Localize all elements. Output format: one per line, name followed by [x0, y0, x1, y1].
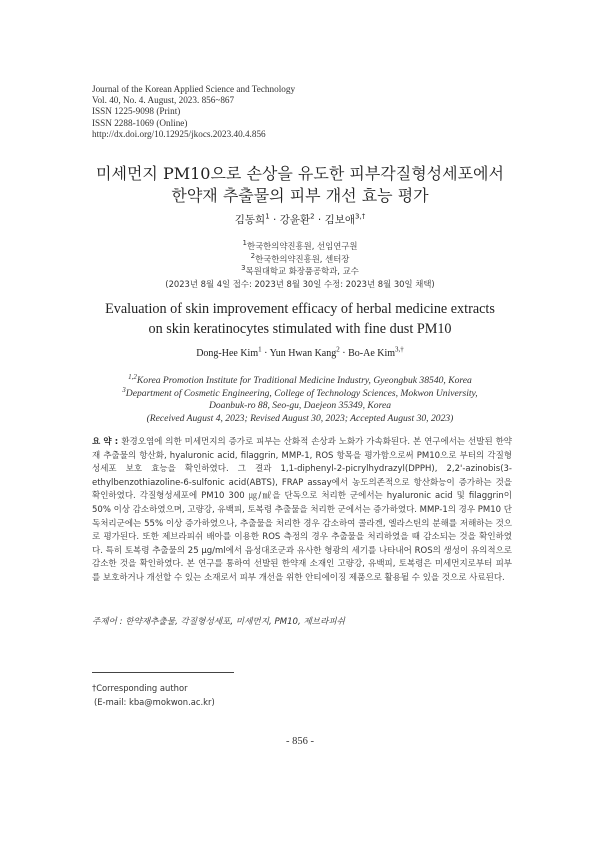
footnote-divider	[92, 672, 234, 673]
affiliation-line: $^{1,2}$Korea Promotion Institute for Traditional Medicine Industry, Gyeongbuk 38540, Korea	[128, 372, 472, 386]
english-dates: (Received August 4, 2023; Revised August 30, 2023; Accepted August 30, 2023)	[146, 412, 454, 424]
author-name: 김보애	[324, 214, 356, 226]
abstract-label: 요 약 :	[92, 437, 122, 447]
author-affiliation-mark: 3,†	[355, 212, 366, 221]
affiliation-line: $^1$한국한의약진흥원, 선임연구원	[242, 239, 358, 251]
english-title-line-2: on skin keratinocytes stimulated with fine dust PM10	[148, 321, 452, 337]
author-affiliation-mark: 2	[310, 212, 315, 221]
corresponding-email[interactable]: (E-mail: kba@mokwon.ac.kr)	[94, 697, 215, 707]
author-name: 김동희	[234, 214, 266, 226]
corresponding-author: †Corresponding author	[92, 683, 188, 693]
author-separator: ·	[314, 214, 325, 226]
abstract-text: 환경오염에 의한 미세먼지의 증가로 피부는 산화적 손상과 노화가 가속화된다. 본 연구에서는 선발된 한약재 추출물의 항산화, hyaluronic acid, filaggrin, MMP-1, ROS 항목을 평가함으로써 PM10으로 부터의 각질형성세포 보호 효능을 확인하였다. 그 결과 1,1-diphenyl-2-picrylhydrazyl(DPPH), 2,2'-azinobis(3-ethylbenzothiazoline-6-sulfonic acid(ABTS), FRAP assay에서 농도의존적으로 항산화능이 증가하는 것을 확인하였다. 각질형성세포에 PM10 300 ㎍/㎖을 단독으로 처리한 군에서는 hyaluronic acid 및 filaggrin이 50% 이상 감소하였으며, 고량강, 유백피, 토복령 추출물을 처리한 군에서는 증가하였다. MMP-1의 경우 PM10 단독처리군에는 55% 이상 증가하였으나, 추출물을 처리한 경우 감소하여 콜라겐, 엘라스틴의 분해를 저해하는 것으로 평가된다. 또한 제브라피쉬 배아를 이용한 ROS 측정의 경우 추출물을 처리하였을 때 감소되는 것을 확인하였다. 특히 토복령 추출물의 25 μg/ml에서 음성대조군과 유사한 형광의 세기를 나타내어 ROS의 생성이 유의적으로 감소한 것을 확인하였다. 본 연구를 통하여 선발된 한약재 소재인 고량강, 유백피, 토복령은 미세먼지로부터 피부를 보호하거나 개선할 수 있는 소재로서 피부 개선을 위한 안티에이징 제품으로 활용될 수 있을 것으로 사료된다.	[92, 437, 513, 583]
korean-dates: (2023년 8월 4일 접수: 2023년 8월 30일 수정: 2023년 8월 30일 채택)	[165, 278, 435, 289]
author-affiliation-mark: 1	[258, 345, 262, 354]
doi-link[interactable]: http://dx.doi.org/10.12925/jkocs.2023.40.4.856	[92, 128, 266, 139]
author-name: 강윤환	[279, 214, 311, 226]
issn-online: ISSN 2288-1069 (Online)	[92, 117, 188, 128]
author-separator: ·	[261, 348, 270, 359]
korean-title-line-2: 한약재 추출물의 피부 개선 효능 평가	[171, 186, 429, 205]
korean-title	[40, 163, 560, 207]
affiliation-line: Doanbuk-ro 88, Seo-gu, Daejeon 35349, Korea	[208, 400, 392, 412]
korean-affiliations	[40, 240, 560, 290]
abstract	[92, 436, 512, 586]
korean-title-line-1: 미세먼지 PM10으로 손상을 유도한 피부각질형성세포에서	[96, 164, 504, 183]
journal-name: Journal of the Korean Applied Science and Technology	[92, 84, 296, 94]
english-authors	[40, 345, 560, 359]
keywords: 주제어 : 한약재추출물, 각질형성세포, 미세먼지, PM10, 제브라피쉬	[92, 617, 345, 627]
journal-volume: Vol. 40, No. 4. August, 2023. 856~867	[92, 95, 235, 106]
issn-print: ISSN 1225-9098 (Print)	[92, 106, 181, 117]
author-name: Yun Hwan Kang	[269, 348, 337, 359]
author-name: Bo-Ae Kim	[348, 348, 396, 359]
author-name: Dong-Hee Kim	[196, 348, 259, 359]
english-title	[40, 299, 560, 339]
korean-authors	[40, 212, 560, 227]
affiliation-line: $^3$목원대학교 화장품공학과, 교수	[241, 264, 359, 277]
english-title-line-1: Evaluation of skin improvement efficacy of herbal medicine extracts	[105, 301, 495, 317]
affiliation-line: $^3$Department of Cosmetic Engineering, College of Technology Sciences, Mokwon University,	[122, 385, 478, 399]
author-affiliation-mark: 3,†	[395, 345, 404, 354]
english-affiliations	[40, 372, 560, 425]
affiliation-line: $^2$한국한의약진흥원, 센터장	[250, 251, 350, 264]
author-affiliation-mark: 1	[265, 212, 270, 221]
author-separator: ·	[269, 214, 280, 226]
footnote	[92, 681, 392, 709]
page-number: - 856 -	[286, 736, 314, 747]
author-affiliation-mark: 2	[336, 345, 340, 354]
author-separator: ·	[339, 348, 349, 359]
journal-info	[92, 84, 392, 140]
